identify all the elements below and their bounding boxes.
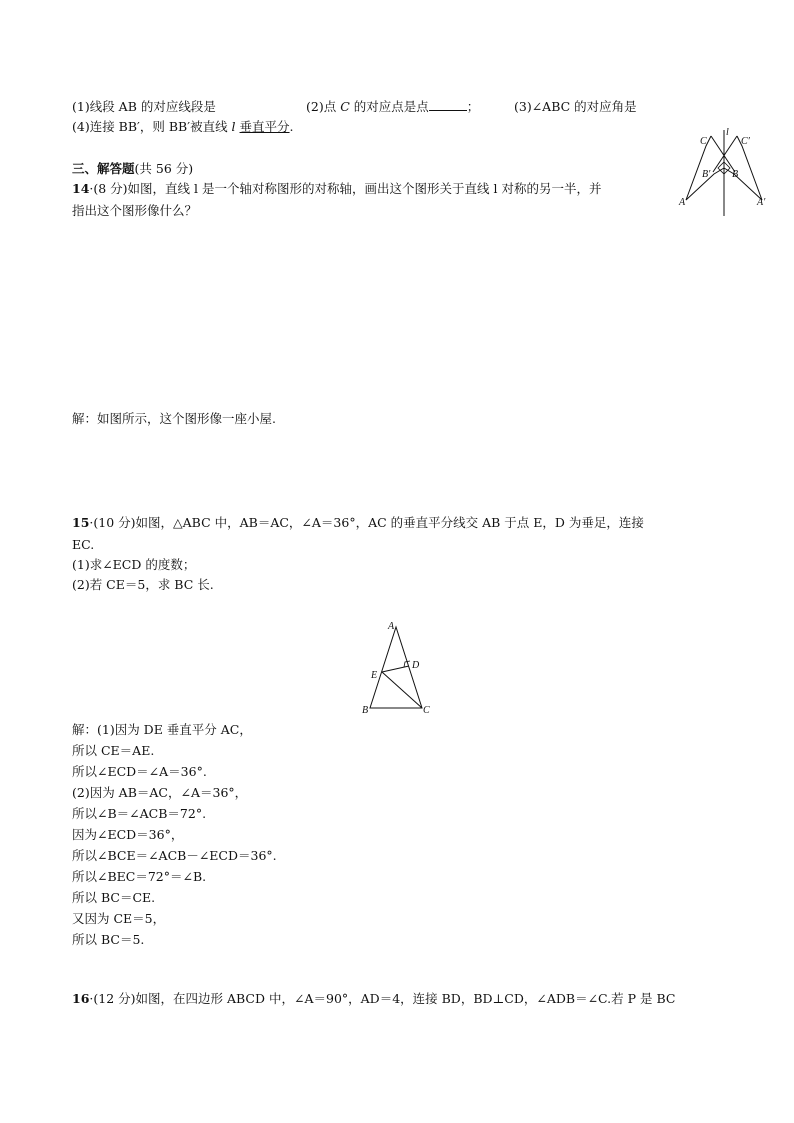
q15-line1: 15·(10 分)如图，△ABC 中，AB＝AC，∠A＝36°，AC 的垂直平分线交 AB 于点 E，D 为垂足，连接 bbox=[72, 515, 644, 530]
q13-part1: (1)线段 AB 的对应线段是 bbox=[72, 99, 216, 114]
q15-sub2: (2)若 CE＝5，求 BC 长. bbox=[72, 577, 214, 592]
left-diagonal bbox=[711, 136, 735, 172]
label-E: E bbox=[371, 670, 378, 681]
q16-line1: 16·(12 分)如图，在四边形 ABCD 中，∠A＝90°，AD＝4，连接 BD，BD⊥CD，∠ADB＝∠C.若 P 是 BC bbox=[72, 991, 676, 1006]
label-B: B bbox=[362, 705, 369, 716]
label-D: D bbox=[412, 660, 420, 671]
solution-line: 所以∠BEC＝72°＝∠B. bbox=[72, 869, 207, 884]
label-A: A bbox=[388, 621, 395, 632]
label-l: l bbox=[726, 127, 729, 138]
q14-answer: 解：如图所示，这个图形像一座小屋. bbox=[72, 411, 276, 426]
q14-line2: 指出这个图形像什么？ bbox=[72, 203, 198, 218]
label-C-prime: C′ bbox=[741, 136, 750, 147]
q14-line1: 14·(8 分)如图，直线 l 是一个轴对称图形的对称轴，画出这个图形关于直线 l 对称的另一半，并 bbox=[72, 181, 602, 196]
label-B: B bbox=[732, 169, 739, 180]
solution-line: 所以 BC＝CE. bbox=[72, 890, 156, 905]
solution-line: 所以∠ECD＝∠A＝36°. bbox=[72, 764, 207, 779]
solution-line: 解：(1)因为 DE 垂直平分 AC， bbox=[72, 722, 252, 737]
solution-line: (2)因为 AB＝AC，∠A＝36°， bbox=[72, 785, 248, 800]
solution-line: 所以∠B＝∠ACB＝72°. bbox=[72, 806, 207, 821]
solution-line: 所以∠BCE＝∠ACB－∠ECD＝36°. bbox=[72, 848, 277, 863]
solution-line: 所以 BC＝5. bbox=[72, 932, 145, 947]
q13-part3: (3)∠ABC 的对应角是 bbox=[514, 99, 637, 114]
triangle-figure bbox=[358, 618, 440, 716]
q15-line2: EC. bbox=[72, 537, 95, 552]
label-C: C bbox=[700, 136, 707, 147]
label-A-prime: A′ bbox=[757, 197, 766, 208]
solution-line: 又因为 CE＝5， bbox=[72, 911, 166, 926]
solution-line: 所以 CE＝AE. bbox=[72, 743, 155, 758]
q13-part4: (4)连接 BB′，则 BB′被直线 l 垂直平分. bbox=[72, 119, 294, 134]
symmetry-figure bbox=[675, 124, 775, 216]
q15-sub1: (1)求∠ECD 的度数； bbox=[72, 557, 196, 572]
label-B-prime: B′ bbox=[702, 169, 711, 180]
solution-line: 因为∠ECD＝36°， bbox=[72, 827, 184, 842]
label-A: A bbox=[679, 197, 686, 208]
segment-ED bbox=[382, 666, 409, 672]
label-C: C bbox=[423, 705, 430, 716]
section-heading: 三、解答题(共 56 分) bbox=[72, 161, 194, 176]
q13-part2: (2)点 C 的对应点是点 ； bbox=[306, 99, 480, 114]
answer-blank[interactable] bbox=[429, 98, 467, 111]
right-diagonal bbox=[713, 136, 737, 172]
